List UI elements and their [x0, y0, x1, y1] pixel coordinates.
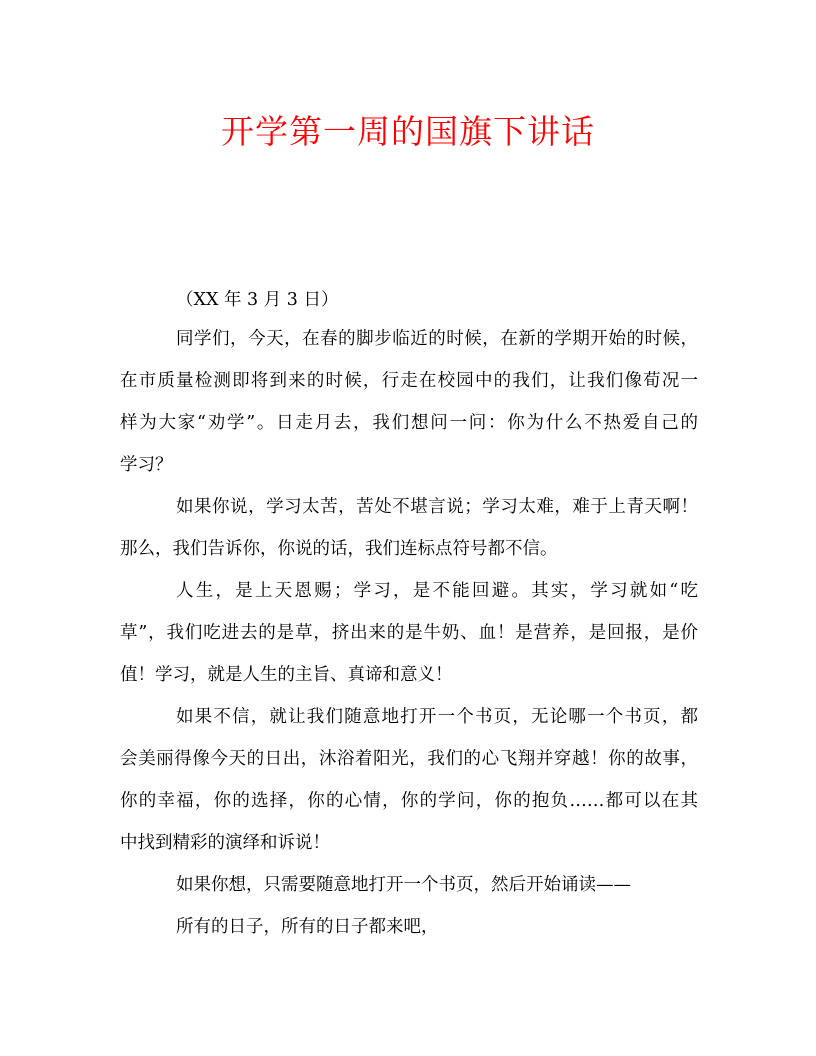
paragraph: [120, 696, 698, 864]
text-line: 所有的日子，所有的日子都来吧，: [176, 917, 439, 937]
text-line: 那么，我们告诉你，你说的话，我们连标点符号都不信。: [120, 539, 558, 559]
paragraph: [120, 906, 698, 948]
text-line: 草”，我们吃进去的是草，挤出来的是牛奶、血！是营养，是回报，是价: [120, 623, 698, 643]
text-line: 会美丽得像今天的日出，沐浴着阳光，我们的心飞翔并穿越！你的故事，: [120, 749, 698, 769]
document-body: [120, 282, 698, 948]
text-line: 如果你想，只需要随意地打开一个书页，然后开始诵读——: [176, 875, 631, 895]
paragraph: [120, 864, 698, 906]
text-line: 人生，是上天恩赐；学习，是不能回避。其实，学习就如“吃: [176, 581, 698, 601]
text-line: 你的幸福，你的选择，你的心情，你的学问，你的抱负……都可以在其: [120, 791, 698, 811]
text-line: 如果不信，就让我们随意地打开一个书页，无论哪一个书页，都: [176, 707, 698, 727]
text-line: 同学们，今天，在春的脚步临近的时候，在新的学期开始的时候，: [176, 329, 698, 349]
text-line: 值！学习，就是人生的主旨、真谛和意义！: [120, 665, 453, 685]
paragraph: [120, 570, 698, 696]
paragraph: [120, 318, 698, 486]
document-title: 开学第一周的国旗下讲话: [221, 112, 595, 151]
text-line: 学习？: [120, 455, 173, 475]
text-line: 如果你说，学习太苦，苦处不堪言说；学习太难，难于上青天啊！: [176, 497, 698, 517]
text-line: 中找到精彩的演绎和诉说！: [120, 833, 330, 853]
speech-date: （XX 年 3 月 3 日）: [176, 290, 339, 310]
paragraph: [120, 486, 698, 570]
text-line: 在市质量检测即将到来的时候，行走在校园中的我们，让我们像荀况一: [120, 371, 698, 391]
text-line: 样为大家“劝学”。日走月去，我们想问一问：你为什么不热爱自己的: [120, 413, 698, 433]
